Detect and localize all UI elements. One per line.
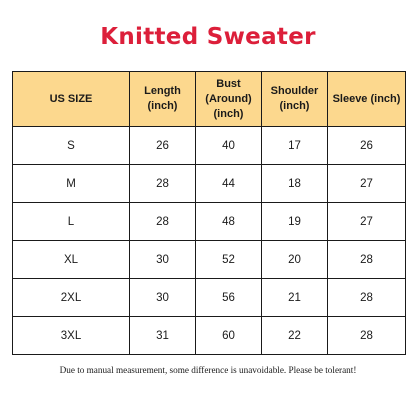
measurement-disclaimer: Due to manual measurement, some difference is unavoidable. Please be tolerant! bbox=[59, 365, 357, 375]
table-row bbox=[13, 279, 406, 317]
cell-size: S bbox=[13, 127, 130, 165]
table-row bbox=[13, 317, 406, 355]
cell-size: XL bbox=[13, 241, 130, 279]
header-line: US SIZE bbox=[49, 92, 93, 105]
cell-bust: 56 bbox=[196, 279, 262, 317]
size-table bbox=[12, 71, 406, 355]
table-row bbox=[13, 127, 406, 165]
header-bust bbox=[196, 72, 262, 127]
cell-sleeve: 28 bbox=[328, 241, 406, 279]
cell-bust: 52 bbox=[196, 241, 262, 279]
table-row bbox=[13, 165, 406, 203]
header-line: (Around) bbox=[205, 92, 252, 105]
header-line: (inch) bbox=[279, 100, 310, 112]
header-sleeve bbox=[328, 72, 406, 127]
cell-sleeve: 26 bbox=[328, 127, 406, 165]
cell-length: 26 bbox=[130, 127, 196, 165]
table-row bbox=[13, 203, 406, 241]
cell-sleeve: 28 bbox=[328, 317, 406, 355]
header-line: (inch) bbox=[147, 100, 178, 112]
page-title: Knitted Sweater bbox=[100, 24, 316, 50]
cell-length: 31 bbox=[130, 317, 196, 355]
header-us-size bbox=[13, 72, 130, 127]
cell-size: M bbox=[13, 165, 130, 203]
cell-sleeve: 27 bbox=[328, 203, 406, 241]
table-row bbox=[13, 241, 406, 279]
cell-shoulder: 19 bbox=[262, 203, 328, 241]
header-line: Shoulder bbox=[270, 85, 319, 97]
header-shoulder bbox=[262, 72, 328, 127]
cell-shoulder: 20 bbox=[262, 241, 328, 279]
header-line: Sleeve (inch) bbox=[332, 92, 401, 105]
cell-shoulder: 17 bbox=[262, 127, 328, 165]
cell-bust: 60 bbox=[196, 317, 262, 355]
cell-length: 30 bbox=[130, 241, 196, 279]
header-length bbox=[130, 72, 196, 127]
cell-shoulder: 22 bbox=[262, 317, 328, 355]
cell-shoulder: 18 bbox=[262, 165, 328, 203]
cell-sleeve: 27 bbox=[328, 165, 406, 203]
header-row bbox=[13, 72, 406, 127]
cell-bust: 48 bbox=[196, 203, 262, 241]
cell-size: L bbox=[13, 203, 130, 241]
cell-shoulder: 21 bbox=[262, 279, 328, 317]
cell-length: 30 bbox=[130, 279, 196, 317]
cell-sleeve: 28 bbox=[328, 279, 406, 317]
header-line: Length bbox=[144, 85, 181, 97]
cell-length: 28 bbox=[130, 165, 196, 203]
cell-length: 28 bbox=[130, 203, 196, 241]
cell-size: 2XL bbox=[13, 279, 130, 317]
cell-bust: 40 bbox=[196, 127, 262, 165]
header-line: (inch) bbox=[213, 107, 244, 120]
cell-bust: 44 bbox=[196, 165, 262, 203]
cell-size: 3XL bbox=[13, 317, 130, 355]
header-line: Bust bbox=[216, 77, 241, 90]
